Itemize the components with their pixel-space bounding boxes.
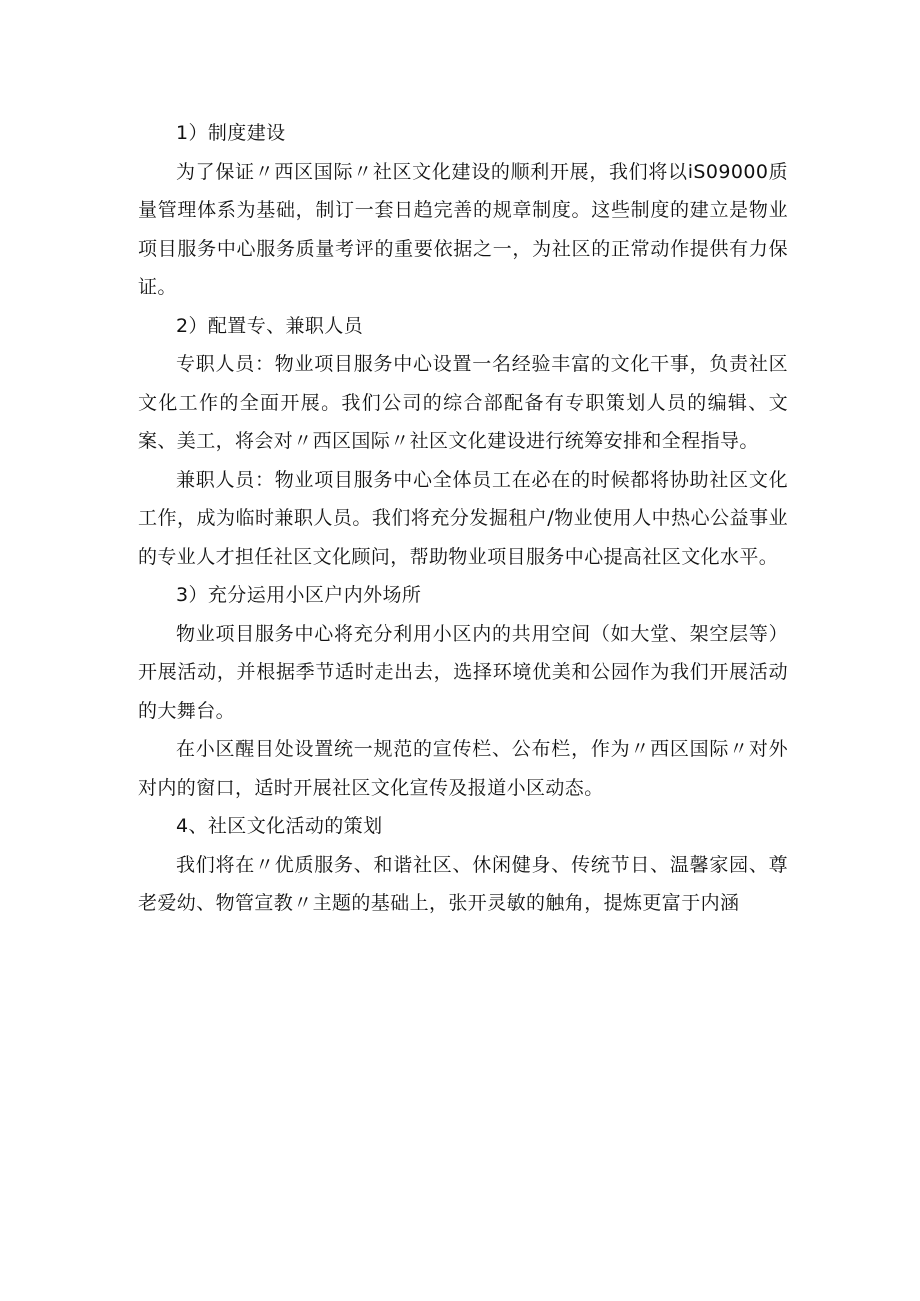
paragraph-activity-planning: 我们将在〃优质服务、和谐社区、休闲健身、传统节日、温馨家园、尊老爱幼、物管宣教〃主题的基础上，张开灵敏的触角，提炼更富于内涵 bbox=[138, 853, 788, 914]
document-body bbox=[138, 114, 788, 923]
paragraph-institution-building: 为了保证〃西区国际〃社区文化建设的顺利开展，我们将以iS09000质量管理体系为基础，制订一套日趋完善的规章制度。这些制度的建立是物业项目服务中心服务质量考评的重要依据之一，为社区的正常动作提供有力保证。 bbox=[138, 160, 788, 298]
paragraph-full-time-staff: 专职人员：物业项目服务中心设置一名经验丰富的文化干事，负责社区文化工作的全面开展。我们公司的综合部配备有专职策划人员的编辑、文案、美工，将会对〃西区国际〃社区文化建设进行统筹安排和全程指导。 bbox=[138, 353, 788, 452]
heading-activity-planning: 4、社区文化活动的策划 bbox=[176, 815, 383, 837]
heading-staffing: 2）配置专、兼职人员 bbox=[176, 314, 364, 337]
paragraph-part-time-staff: 兼职人员：物业项目服务中心全体员工在必在的时候都将协助社区文化工作，成为临时兼职人员。我们将充分发掘租户/物业使用人中热心公益事业的专业人才担任社区文化顾问，帮助物业项目服务中心提高社区文化水平。 bbox=[138, 468, 788, 568]
paragraph-bulletin-boards: 在小区醒目处设置统一规范的宣传栏、公布栏，作为〃西区国际〃对外对内的窗口，适时开展社区文化宣传及报道小区动态。 bbox=[138, 738, 788, 799]
heading-institution-building: 1）制度建设 bbox=[176, 122, 286, 144]
paragraph-venues-activities: 物业项目服务中心将充分利用小区内的共用空间（如大堂、架空层等）开展活动，并根据季节适时走出去，选择环境优美和公园作为我们开展活动的大舞台。 bbox=[138, 622, 788, 722]
heading-venues: 3）充分运用小区户内外场所 bbox=[176, 584, 422, 606]
